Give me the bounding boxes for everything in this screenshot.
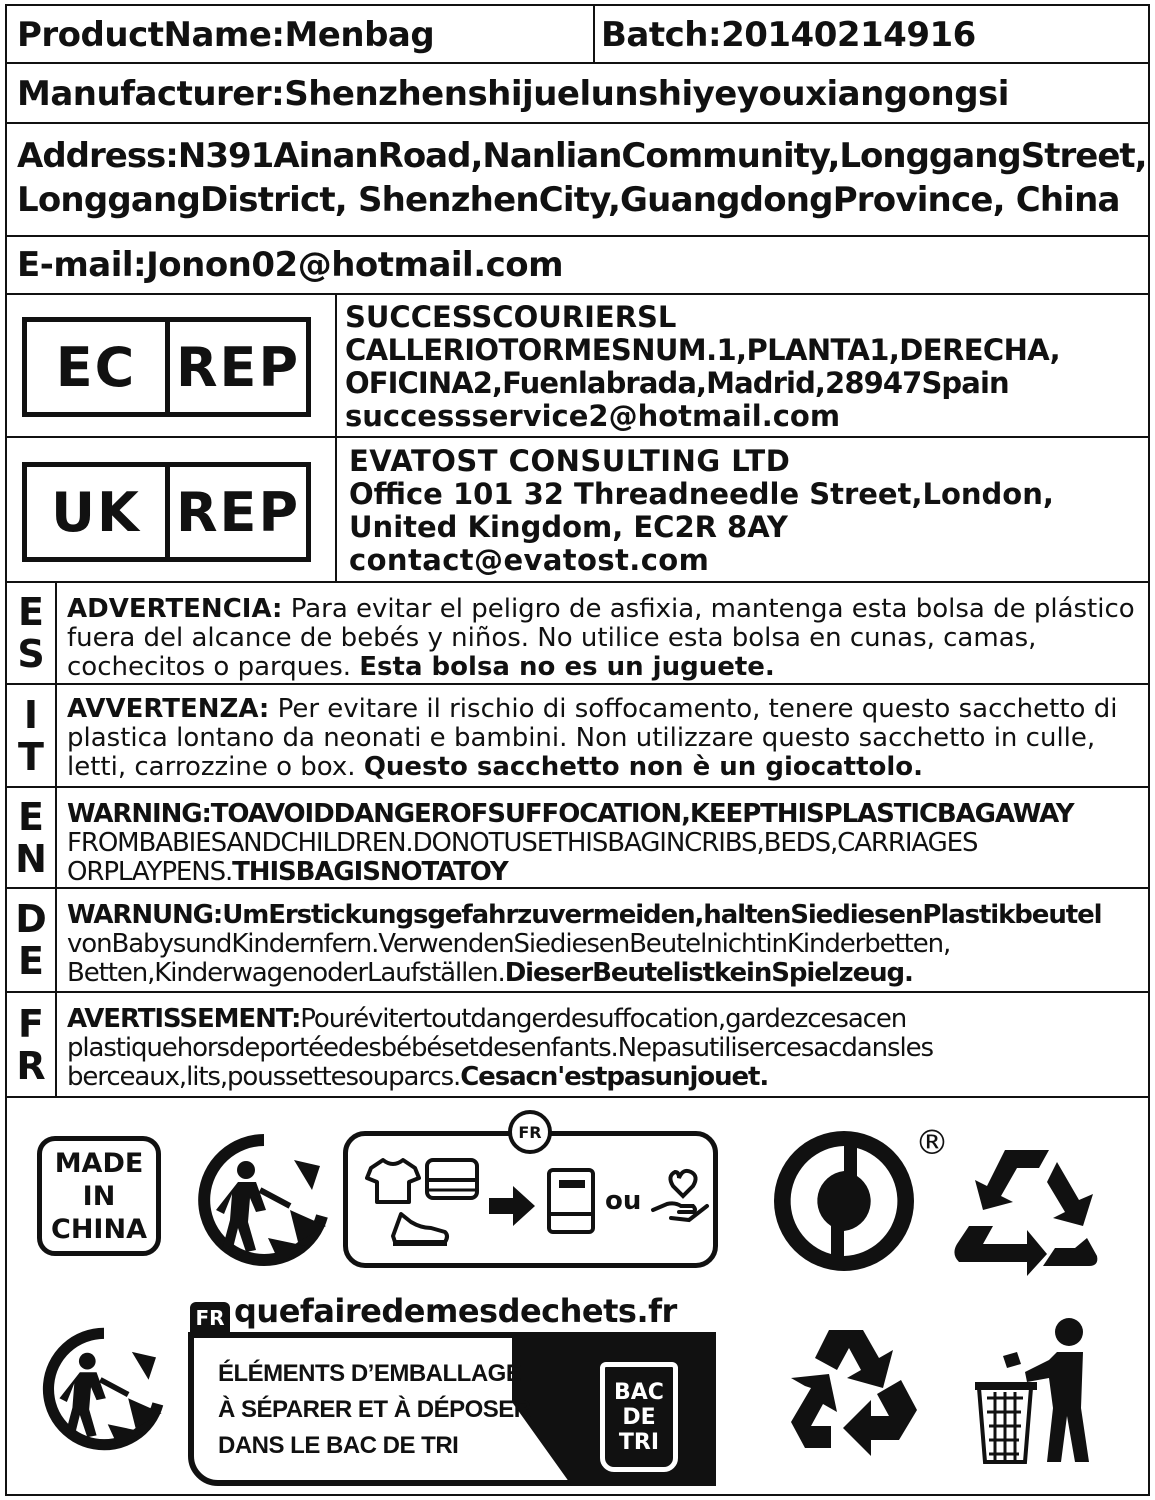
warning-fr-row: [7, 993, 1148, 1098]
warning-heading: WARNUNG:UmErstickungsgefahrzuvermeiden,haltenSiediesenPlastikbeutel: [67, 900, 1102, 930]
warning-text: Per evitare il rischio di soffocamento, tenere questo sacchetto di: [269, 694, 1118, 724]
info-tri-line: ÉLÉMENTS D’EMBALLAGE: [218, 1360, 522, 1387]
info-tri-line: À SÉPARER ET À DÉPOSER: [218, 1396, 531, 1423]
language-letter: S: [17, 632, 45, 676]
warning-de-line-3: [67, 959, 1142, 988]
info-tri-website: quefairedemesdechets.fr: [234, 1292, 677, 1330]
warning-es-row: [7, 583, 1148, 685]
language-letter: I: [23, 692, 39, 737]
product-row: [7, 6, 1148, 64]
made-in-china-text: IN: [82, 1180, 116, 1212]
language-letter: E: [18, 939, 44, 983]
warning-heading: AVERTISSEMENT:: [67, 1004, 301, 1034]
warning-text: Pourévitertoutdangerdesuffocation,gardezcesacen: [300, 1004, 907, 1034]
language-letter: F: [18, 1001, 44, 1046]
tshirt-icon: [365, 1156, 421, 1206]
uk-rep-address-2: United Kingdom, EC2R 8AY: [349, 510, 788, 544]
warning-text: Betten,KinderwagenoderLaufställen.: [67, 958, 505, 988]
warning-en-line-2: [67, 829, 1142, 858]
made-in-china-text: MADE: [54, 1147, 144, 1179]
warning-fr-line-2: [67, 1034, 1142, 1063]
divider: [335, 438, 337, 581]
warning-text: plastiquehorsdeportéedesbébésetdesenfants.Nepasutilisercesacdansles: [67, 1033, 933, 1063]
language-code-fr: [7, 993, 57, 1096]
warning-bold-text: Cesacn'estpasunjouet.: [460, 1062, 769, 1092]
warning-de-line-2: [67, 930, 1142, 959]
tidyman-icon: [973, 1312, 1101, 1468]
warning-text: letti, carrozzine o box.: [67, 752, 364, 782]
uk-rep-name: EVATOST CONSULTING LTD: [349, 444, 791, 478]
warning-de-line-1: [67, 901, 1142, 930]
warning-text: berceaux,lits,poussettesouparcs.: [67, 1062, 461, 1092]
language-code-es: [7, 583, 57, 683]
ec-rep-name: SUCCESSCOURIERSL: [345, 300, 677, 334]
manufacturer: Manufacturer:Shenzhenshijuelunshiyeyouxiangongsi: [17, 74, 1009, 114]
warning-text: fuera del alcance de bebés y niños. No utilice esta bolsa en cunas, camas,: [67, 623, 1037, 653]
warning-bold-text: THISBAGISNOTATOY: [232, 857, 508, 887]
warning-es-line-3: [67, 653, 1142, 682]
triman-icon: [194, 1130, 334, 1270]
warning-text: plastica lontano da neonati e bambini. Non utilizzare questo sacchetto in culle,: [67, 723, 1096, 753]
language-code-it: [7, 685, 57, 786]
warning-en-row: [7, 788, 1148, 889]
language-code-en: [7, 788, 57, 887]
warning-fr-line-3: [67, 1063, 1142, 1092]
fr-badge: [508, 1110, 552, 1154]
uk-rep-email: contact@evatost.com: [349, 543, 710, 577]
info-tri-icon: [182, 1292, 722, 1492]
warning-heading: WARNING:TOAVOIDDANGEROFSUFFOCATION,KEEPTHISPLASTICBAGAWAY: [67, 799, 1074, 829]
ec-badge-text: EC: [55, 335, 137, 399]
warning-text: vonBabysundKindernfern.VerwendenSiediesenBeutelnichtinKinderbetten,: [67, 929, 951, 959]
fr-badge-text: FR: [518, 1122, 542, 1142]
language-letter: T: [18, 734, 44, 779]
warning-bold-text: Esta bolsa no es un juguete.: [359, 652, 775, 682]
ec-rep-email: successservice2@hotmail.com: [345, 399, 841, 433]
fr-prefix-badge: FR: [190, 1302, 230, 1334]
language-code-de: [7, 889, 57, 991]
warning-en-line-1: [67, 800, 1142, 829]
uk-rep-row: [7, 438, 1148, 583]
email-row: [7, 237, 1148, 295]
bin-icon: [600, 1362, 678, 1472]
donation-hand-icon: [649, 1166, 711, 1228]
made-in-china-icon: [37, 1136, 161, 1256]
rep-badge-text: REP: [165, 467, 306, 557]
registered-mark: ®: [915, 1123, 949, 1163]
language-letter: R: [16, 1043, 46, 1088]
warning-fr-line-1: [67, 1005, 1142, 1034]
warning-it-line-1: [67, 695, 1142, 724]
warning-es-line-2: [67, 624, 1142, 653]
address-row: [7, 124, 1148, 237]
ec-rep-address-1: CALLERIOTORMESNUM.1,PLANTA1,DERECHA,: [345, 333, 1061, 367]
info-tri-text: [218, 1356, 531, 1464]
uk-rep-address-1: Office 101 32 Threadneedle Street,London,: [349, 477, 1054, 511]
divider: [335, 295, 337, 436]
bin-text: BAC: [614, 1379, 664, 1405]
triman-small-icon: [39, 1324, 169, 1454]
language-letter: N: [15, 836, 47, 881]
rep-badge-text: REP: [165, 322, 306, 412]
warning-text: cochecitos o parques.: [67, 652, 360, 682]
warning-it-line-3: [67, 753, 1142, 782]
product-name: ProductName:Menbag: [17, 15, 435, 55]
product-label: [5, 4, 1150, 1496]
ec-rep-address-2: OFICINA2,Fuenlabrada,Madrid,28947Spain: [345, 366, 1009, 400]
language-letter: E: [18, 590, 44, 634]
bin-text: TRI: [618, 1429, 660, 1455]
warning-text: ORPLAYPENS.: [67, 857, 233, 887]
ec-rep-row: [7, 295, 1148, 438]
ou-text: ou: [605, 1186, 642, 1216]
warning-es-line-1: [67, 595, 1142, 624]
shoe-icon: [387, 1206, 453, 1250]
warning-bold-text: DieserBeutelistkeinSpielzeug.: [504, 958, 913, 988]
warning-it-row: [7, 685, 1148, 788]
linen-icon: [423, 1154, 481, 1204]
warning-bold-text: Questo sacchetto non è un giocattolo.: [363, 752, 924, 782]
address-line-1: Address:N391AinanRoad,NanlianCommunity,LonggangStreet,: [17, 136, 1147, 176]
warning-text: Para evitar el peligro de asfixia, mantenga esta bolsa de plástico: [282, 594, 1135, 624]
warning-heading: AVVERTENZA:: [67, 694, 270, 724]
manufacturer-row: [7, 64, 1148, 124]
info-tri-line: DANS LE BAC DE TRI: [218, 1432, 459, 1459]
bin-text: DE: [622, 1404, 656, 1430]
green-dot-icon: [769, 1126, 919, 1276]
ec-rep-badge: [22, 317, 311, 417]
language-letter: E: [18, 794, 44, 839]
uk-rep-badge: [22, 462, 311, 562]
address-line-2: LonggangDistrict, ShenzhenCity,GuangdongProvince, China: [17, 180, 1120, 220]
uk-badge-text: UK: [51, 480, 141, 544]
recycle-triangle-icon: [947, 1134, 1107, 1284]
language-letter: D: [15, 897, 47, 941]
divider: [593, 6, 595, 62]
made-in-china-text: CHINA: [51, 1213, 147, 1245]
batch-number: Batch:20140214916: [601, 15, 976, 55]
email: E-mail:Jonon02@hotmail.com: [17, 245, 564, 285]
arrow-right-icon: [487, 1184, 537, 1228]
warning-de-row: [7, 889, 1148, 993]
mobius-recycle-icon: [771, 1318, 921, 1468]
warning-en-line-3: [67, 858, 1142, 887]
warning-text: FROMBABIESANDCHILDREN.DONOTUSETHISBAGINCRIBS,BEDS,CARRIAGES: [67, 828, 978, 858]
warning-heading: ADVERTENCIA:: [67, 594, 283, 624]
warning-it-line-2: [67, 724, 1142, 753]
collection-bin-icon: [545, 1166, 599, 1236]
